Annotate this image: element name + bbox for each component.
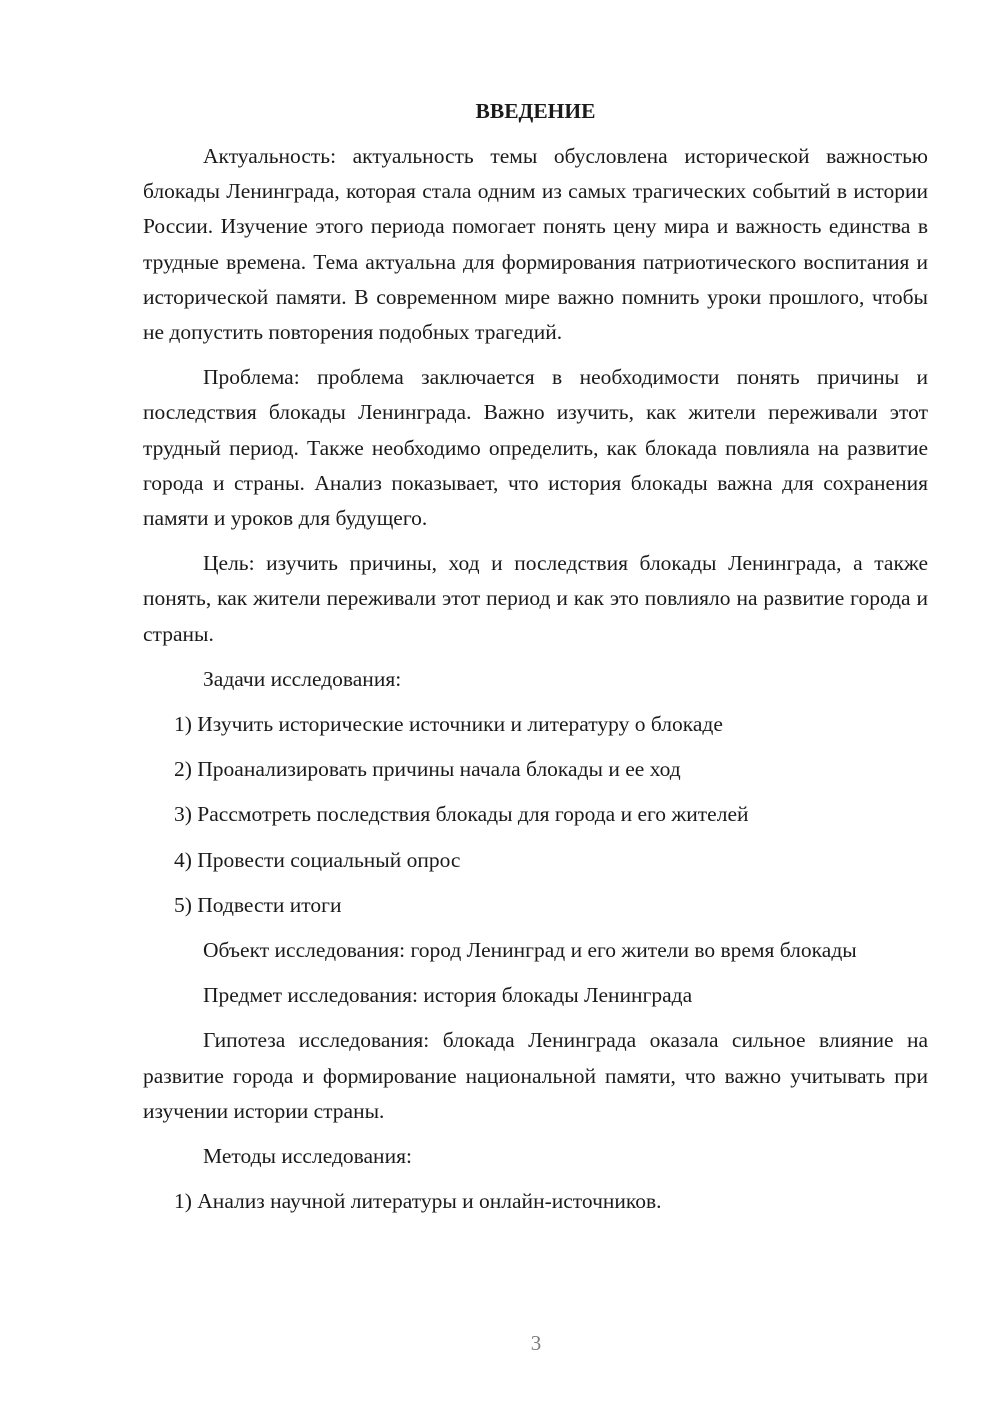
task-item: 4) Провести социальный опрос — [174, 847, 461, 872]
goal-paragraph: Цель: изучить причины, ход и последствия блокады Ленинграда, а также понять, как жители переживали этот период и как это повлияло на развитие города и страны. — [143, 551, 928, 646]
relevance-paragraph: Актуальность: актуальность темы обусловлена исторической важностью блокады Ленинграда, которая стала одним из самых трагических событий в истории России. Изучение этого периода помогает понять цену мира и важность единства в трудные времена. Тема актуальна для формирования патриотического воспитания и исторической памяти. В современном мире важно помнить уроки прошлого, чтобы не допустить повторения подобных трагедий. — [143, 144, 928, 345]
page-content — [143, 94, 928, 1229]
tasks-list — [143, 707, 928, 923]
object-paragraph: Объект исследования: город Ленинград и его жители во время блокады — [203, 938, 857, 963]
methods-list — [143, 1184, 928, 1219]
tasks-title: Задачи исследования: — [203, 666, 402, 691]
section-heading: ВВЕДЕНИЕ — [475, 99, 596, 123]
problem-paragraph: Проблема: проблема заключается в необходимости понять причины и последствия блокады Ленинграда. Важно изучить, как жители переживали этот трудный период. Также необходимо определить, как блокада повлияла на развитие города и страны. Анализ показывает, что история блокады важна для сохранения памяти и уроков для будущего. — [143, 365, 928, 531]
methods-title: Методы исследования: — [203, 1144, 412, 1169]
task-item: 5) Подвести итоги — [174, 892, 342, 917]
method-item: 1) Анализ научной литературы и онлайн-источников. — [174, 1189, 662, 1214]
subject-paragraph: Предмет исследования: история блокады Ленинграда — [203, 983, 693, 1008]
page-number: 3 — [530, 1331, 542, 1355]
task-item: 1) Изучить исторические источники и литературу о блокаде — [174, 712, 723, 737]
task-item: 3) Рассмотреть последствия блокады для города и его жителей — [174, 802, 749, 827]
hypothesis-paragraph: Гипотеза исследования: блокада Ленинграда оказала сильное влияние на развитие города и формирование национальной памяти, что важно учитывать при изучении истории страны. — [143, 1028, 928, 1123]
task-item: 2) Проанализировать причины начала блокады и ее ход — [174, 757, 681, 782]
